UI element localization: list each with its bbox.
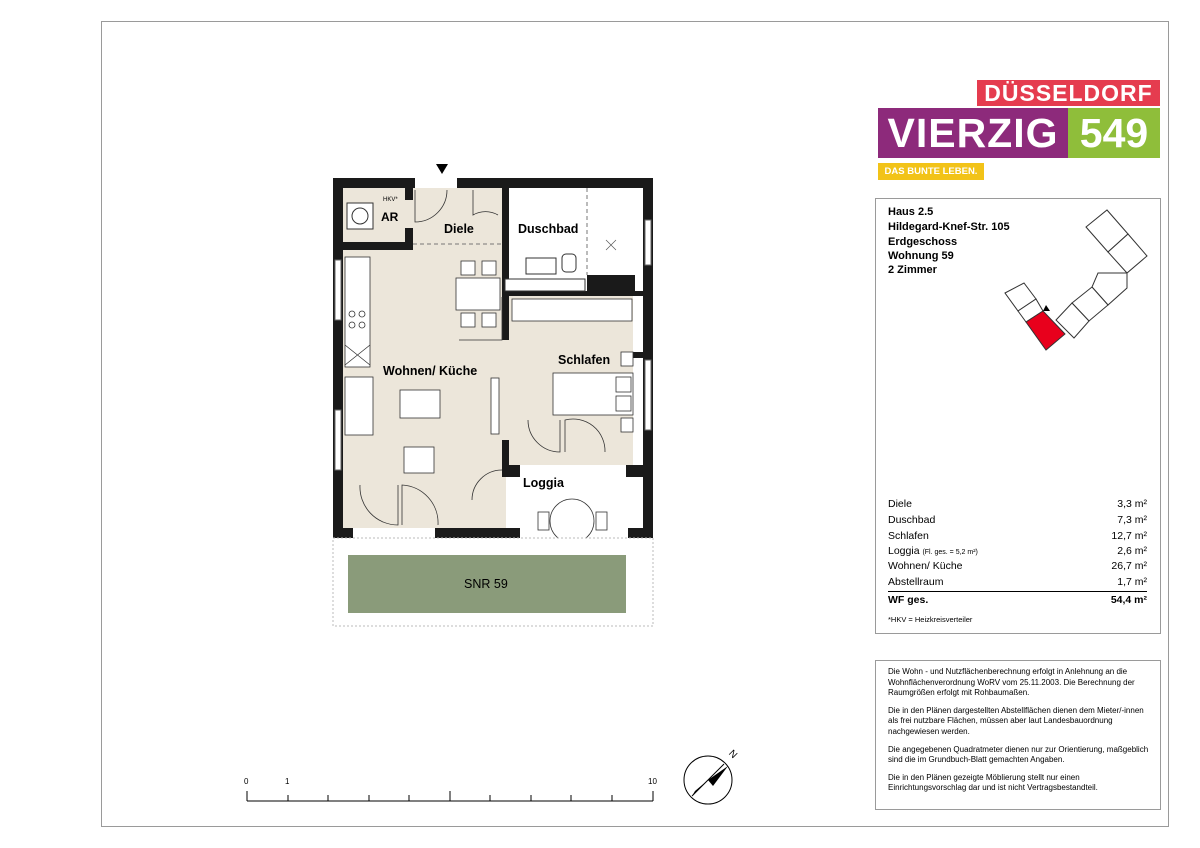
area-row [888, 530, 1147, 542]
info-apartment: Wohnung 59 [888, 250, 954, 262]
logo-number: 549 [1068, 108, 1160, 158]
disclaimer-paragraph: Die Wohn - und Nutzflächenberechnung erfolgt in Anlehnung an die Wohnflächenverordnung WoRV vom 25.11.2003. Die Berechnung der Raumgrößen erfolgt mit Rohbaumaßen. [888, 667, 1135, 698]
area-row [888, 560, 1147, 572]
area-value: 3,3 m² [1117, 498, 1147, 510]
hkv-label: HKV* [383, 197, 398, 203]
disclaimer-paragraph: Die in den Plänen gezeigte Möblierung stellt nur einen Einrichtungsvorschlag dar und ist nicht Vertragsbestandteil. [888, 772, 1098, 793]
area-row [888, 514, 1147, 526]
area-name: Abstellraum [888, 576, 944, 588]
area-name: Diele [888, 498, 912, 510]
area-row [888, 498, 1147, 510]
logo-slogan: DAS BUNTE LEBEN. [878, 163, 984, 180]
area-note: (Fl. ges. = 5,2 m²) [922, 549, 978, 556]
garden-label: SNR 59 [464, 577, 508, 591]
room-label-ar: AR [381, 210, 399, 224]
area-value: 26,7 m² [1111, 560, 1147, 572]
north-label: N [726, 748, 740, 761]
room-label-duschbad: Duschbad [518, 222, 579, 236]
info-floor: Erdgeschoss [888, 236, 958, 248]
area-value: 12,7 m² [1111, 530, 1147, 542]
north-arrow-icon [680, 745, 750, 810]
disclaimer-paragraph: Die in den Plänen dargestellten Abstellflächen dienen dem Mieter/-innen als frei nutzbare Flächen, müssen aber laut Landesbauordnung nachgewiesen werden. [888, 705, 1144, 736]
area-total-row [888, 594, 1147, 606]
area-row [888, 545, 1147, 557]
area-name: Loggia (Fl. ges. = 5,2 m²) [888, 545, 978, 557]
logo-city: DÜSSELDORF [977, 80, 1160, 106]
area-name: Duschbad [888, 514, 936, 526]
total-value: 54,4 m² [1110, 594, 1147, 606]
site-plan [995, 205, 1150, 355]
boiler [347, 203, 373, 229]
scale-label-1: 1 [285, 777, 290, 786]
room-label-diele: Diele [444, 222, 474, 236]
hkv-footnote: *HKV = Heizkreisverteiler [888, 615, 973, 624]
area-row [888, 576, 1147, 588]
disclaimer-box [875, 660, 1161, 810]
kitchen-line [345, 257, 370, 367]
area-name: Wohnen/ Küche [888, 560, 963, 572]
logo-name: VIERZIG [878, 108, 1068, 158]
room-label-wohnen: Wohnen/ Küche [383, 364, 478, 378]
area-value: 1,7 m² [1117, 576, 1147, 588]
washbasin [526, 258, 556, 274]
info-street: Hildegard-Knef-Str. 105 [888, 221, 1010, 233]
total-divider [888, 591, 1147, 592]
info-rooms: 2 Zimmer [888, 264, 937, 276]
scale-label-10: 10 [648, 777, 657, 786]
bath-counter [505, 279, 585, 291]
floor-plan [320, 155, 665, 640]
entrance-arrow-icon [436, 164, 448, 174]
room-label-loggia: Loggia [523, 476, 564, 490]
total-name: WF ges. [888, 594, 929, 606]
area-name: Schlafen [888, 530, 929, 542]
area-value: 2,6 m² [1117, 545, 1147, 557]
room-label-schlafen: Schlafen [558, 353, 611, 367]
scale-label-0: 0 [244, 777, 249, 786]
area-value: 7,3 m² [1117, 514, 1147, 526]
scale-bar [240, 786, 660, 806]
info-house: Haus 2.5 [888, 206, 934, 218]
disclaimer-paragraph: Die angegebenen Quadratmeter dienen nur zur Orientierung, maßgeblich sind die im Grundbuch-Blatt gemachten Angaben. [888, 744, 1149, 765]
toilet [562, 254, 576, 272]
